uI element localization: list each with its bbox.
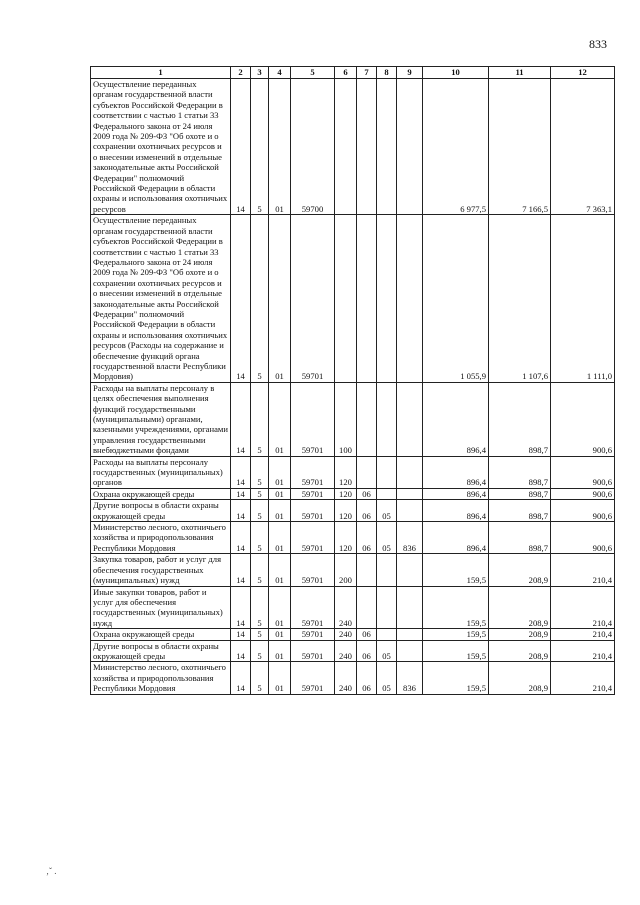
table-cell bbox=[357, 215, 377, 383]
table-cell: 59701 bbox=[291, 662, 335, 694]
table-row bbox=[91, 488, 615, 499]
table-cell: 06 bbox=[357, 522, 377, 554]
table-cell: 7 166,5 bbox=[489, 79, 551, 215]
table-cell: 01 bbox=[269, 500, 291, 522]
table-cell: 14 bbox=[231, 382, 251, 456]
row-name-cell: Иные закупки товаров, работ и услуг для обеспечения государственных (муниципальных) нужд bbox=[91, 586, 231, 629]
table-cell: 210,4 bbox=[551, 554, 615, 586]
table-cell: 59701 bbox=[291, 640, 335, 662]
row-name-cell: Министерство лесного, охотничьего хозяйства и природопользования Республики Мордовия bbox=[91, 522, 231, 554]
table-cell bbox=[357, 554, 377, 586]
table-cell: 59701 bbox=[291, 215, 335, 383]
header-cell: 2 bbox=[231, 67, 251, 79]
table-cell: 1 055,9 bbox=[423, 215, 489, 383]
table-cell: 100 bbox=[335, 382, 357, 456]
header-cell: 5 bbox=[291, 67, 335, 79]
table-cell bbox=[397, 488, 423, 499]
table-cell: 5 bbox=[251, 640, 269, 662]
table-cell: 1 111,0 bbox=[551, 215, 615, 383]
table-cell: 240 bbox=[335, 586, 357, 629]
table-row bbox=[91, 629, 615, 640]
table-cell: 59701 bbox=[291, 522, 335, 554]
table-cell: 14 bbox=[231, 662, 251, 694]
table-cell: 898,7 bbox=[489, 488, 551, 499]
table-cell: 06 bbox=[357, 488, 377, 499]
header-cell: 7 bbox=[357, 67, 377, 79]
table-cell: 01 bbox=[269, 488, 291, 499]
page-number: 833 bbox=[589, 37, 607, 51]
table-cell: 14 bbox=[231, 522, 251, 554]
row-name-cell: Осуществление переданных органам государственной власти субъектов Российской Федерации в соответствии с частью 1 статьи 33 Федерального закона от 24 июля 2009 года № 209-ФЗ "Об охоте и о сохранении охотничьих ресурсов и о внесении изменений в отдельные законодательные акты Российской Федерации" полномочий Российской Федерации в области охраны и использования охотничьих ресурсов bbox=[91, 79, 231, 215]
table-cell: 5 bbox=[251, 586, 269, 629]
table-cell: 5 bbox=[251, 79, 269, 215]
table-cell: 01 bbox=[269, 640, 291, 662]
table-cell: 59701 bbox=[291, 500, 335, 522]
table-cell: 898,7 bbox=[489, 382, 551, 456]
table-cell: 210,4 bbox=[551, 662, 615, 694]
table-cell bbox=[397, 79, 423, 215]
table-cell: 210,4 bbox=[551, 586, 615, 629]
table-cell: 14 bbox=[231, 629, 251, 640]
table-cell: 14 bbox=[231, 456, 251, 488]
table-cell bbox=[357, 456, 377, 488]
table-cell: 01 bbox=[269, 456, 291, 488]
table-cell: 05 bbox=[377, 500, 397, 522]
header-cell: 3 bbox=[251, 67, 269, 79]
table-cell: 898,7 bbox=[489, 522, 551, 554]
table-cell: 120 bbox=[335, 500, 357, 522]
table-row bbox=[91, 586, 615, 629]
table-cell: 14 bbox=[231, 586, 251, 629]
table-cell bbox=[357, 382, 377, 456]
table-cell: 59701 bbox=[291, 456, 335, 488]
table-cell: 210,4 bbox=[551, 629, 615, 640]
table-cell bbox=[377, 382, 397, 456]
table-cell: 01 bbox=[269, 79, 291, 215]
table-cell: 159,5 bbox=[423, 640, 489, 662]
header-cell: 8 bbox=[377, 67, 397, 79]
table-cell: 06 bbox=[357, 629, 377, 640]
table-cell: 900,6 bbox=[551, 382, 615, 456]
budget-table bbox=[90, 66, 615, 695]
table-cell: 159,5 bbox=[423, 629, 489, 640]
table-cell bbox=[397, 586, 423, 629]
table-cell: 5 bbox=[251, 215, 269, 383]
table-cell: 900,6 bbox=[551, 500, 615, 522]
table-cell: 14 bbox=[231, 640, 251, 662]
row-name-cell: Расходы на выплаты персоналу государственных (муниципальных) органов bbox=[91, 456, 231, 488]
table-cell: 896,4 bbox=[423, 522, 489, 554]
table-cell: 6 977,5 bbox=[423, 79, 489, 215]
table-cell bbox=[397, 456, 423, 488]
row-name-cell: Министерство лесного, охотничьего хозяйства и природопользования Республики Мордовия bbox=[91, 662, 231, 694]
table-cell: 5 bbox=[251, 554, 269, 586]
table-cell: 06 bbox=[357, 500, 377, 522]
header-cell: 4 bbox=[269, 67, 291, 79]
table-cell: 06 bbox=[357, 640, 377, 662]
table-cell: 01 bbox=[269, 522, 291, 554]
table-cell: 120 bbox=[335, 488, 357, 499]
table-cell: 5 bbox=[251, 522, 269, 554]
table-cell bbox=[377, 586, 397, 629]
table-cell: 200 bbox=[335, 554, 357, 586]
header-cell: 12 bbox=[551, 67, 615, 79]
table-cell: 14 bbox=[231, 215, 251, 383]
table-cell: 5 bbox=[251, 662, 269, 694]
table-cell bbox=[357, 79, 377, 215]
table-cell: 208,9 bbox=[489, 629, 551, 640]
table-cell: 05 bbox=[377, 662, 397, 694]
table-cell bbox=[377, 456, 397, 488]
table-cell: 900,6 bbox=[551, 456, 615, 488]
table-row bbox=[91, 522, 615, 554]
table-cell: 240 bbox=[335, 640, 357, 662]
table-cell: 898,7 bbox=[489, 500, 551, 522]
row-name-cell: Закупка товаров, работ и услуг для обеспечения государственных (муниципальных) нужд bbox=[91, 554, 231, 586]
table-row bbox=[91, 456, 615, 488]
table-cell bbox=[397, 382, 423, 456]
row-name-cell: Охрана окружающей среды bbox=[91, 629, 231, 640]
table-cell bbox=[377, 554, 397, 586]
table-cell bbox=[397, 554, 423, 586]
table-cell bbox=[335, 79, 357, 215]
table-cell: 59700 bbox=[291, 79, 335, 215]
table-cell: 836 bbox=[397, 522, 423, 554]
table-cell: 5 bbox=[251, 382, 269, 456]
table-cell: 836 bbox=[397, 662, 423, 694]
table-cell: 896,4 bbox=[423, 488, 489, 499]
table-cell: 210,4 bbox=[551, 640, 615, 662]
table-cell: 208,9 bbox=[489, 554, 551, 586]
table-cell: 01 bbox=[269, 629, 291, 640]
table-cell: 01 bbox=[269, 554, 291, 586]
table-cell bbox=[377, 488, 397, 499]
table-cell: 896,4 bbox=[423, 500, 489, 522]
table-cell: 01 bbox=[269, 662, 291, 694]
table-cell: 159,5 bbox=[423, 662, 489, 694]
header-cell: 6 bbox=[335, 67, 357, 79]
table-cell bbox=[397, 629, 423, 640]
header-row bbox=[91, 67, 615, 79]
table-row bbox=[91, 79, 615, 215]
table-row bbox=[91, 640, 615, 662]
row-name-cell: Осуществление переданных органам государственной власти субъектов Российской Федерации в соответствии с частью 1 статьи 33 Федерального закона от 24 июля 2009 года № 209-ФЗ "Об охоте и о сохранении охотничьих ресурсов и о внесении изменений в отдельные законодательные акты Российской Федерации" полномочий Российской Федерации в области охраны и использования охотничьих ресурсов (Расходы на содержание и обеспечение функций органа государственной власти Республики Мордовия) bbox=[91, 215, 231, 383]
table-cell: 896,4 bbox=[423, 382, 489, 456]
table-cell: 14 bbox=[231, 500, 251, 522]
row-name-cell: Расходы на выплаты персоналу в целях обеспечения выполнения функций государственными (муниципальными) органами, казенными учреждениями, органами управления государственными внебюджетными фондами bbox=[91, 382, 231, 456]
table-cell: 14 bbox=[231, 79, 251, 215]
table-cell bbox=[377, 215, 397, 383]
table-cell bbox=[377, 629, 397, 640]
table-cell bbox=[335, 215, 357, 383]
table-cell: 5 bbox=[251, 629, 269, 640]
table-cell: 898,7 bbox=[489, 456, 551, 488]
table-row bbox=[91, 662, 615, 694]
table-cell: 208,9 bbox=[489, 640, 551, 662]
table-cell: 120 bbox=[335, 522, 357, 554]
table-cell: 896,4 bbox=[423, 456, 489, 488]
table-cell: 7 363,1 bbox=[551, 79, 615, 215]
table-cell: 59701 bbox=[291, 554, 335, 586]
table-cell: 5 bbox=[251, 500, 269, 522]
table-cell: 5 bbox=[251, 456, 269, 488]
table-cell: 05 bbox=[377, 522, 397, 554]
table-row bbox=[91, 554, 615, 586]
table-cell: 240 bbox=[335, 662, 357, 694]
header-cell: 11 bbox=[489, 67, 551, 79]
table-cell: 159,5 bbox=[423, 586, 489, 629]
table-cell: 208,9 bbox=[489, 586, 551, 629]
header-cell: 10 bbox=[423, 67, 489, 79]
table-cell: 01 bbox=[269, 215, 291, 383]
table-cell bbox=[397, 500, 423, 522]
table-cell: 14 bbox=[231, 554, 251, 586]
table-cell: 59701 bbox=[291, 382, 335, 456]
table-cell bbox=[397, 640, 423, 662]
table-cell: 5 bbox=[251, 488, 269, 499]
table-cell: 05 bbox=[377, 640, 397, 662]
row-name-cell: Охрана окружающей среды bbox=[91, 488, 231, 499]
table-cell bbox=[357, 586, 377, 629]
table-cell bbox=[397, 215, 423, 383]
table-row bbox=[91, 382, 615, 456]
table-cell: 14 bbox=[231, 488, 251, 499]
table-cell: 120 bbox=[335, 456, 357, 488]
table-cell: 06 bbox=[357, 662, 377, 694]
table-cell: 1 107,6 bbox=[489, 215, 551, 383]
header-cell: 1 bbox=[91, 67, 231, 79]
table-cell: 59701 bbox=[291, 629, 335, 640]
table-cell: 59701 bbox=[291, 488, 335, 499]
table-cell: 900,6 bbox=[551, 522, 615, 554]
table-row bbox=[91, 215, 615, 383]
table-cell: 59701 bbox=[291, 586, 335, 629]
table-cell bbox=[377, 79, 397, 215]
table-row bbox=[91, 500, 615, 522]
table-cell: 01 bbox=[269, 382, 291, 456]
scan-artifact: ‚ˇ . bbox=[46, 866, 57, 876]
row-name-cell: Другие вопросы в области охраны окружающей среды bbox=[91, 640, 231, 662]
table-cell: 240 bbox=[335, 629, 357, 640]
table-cell: 01 bbox=[269, 586, 291, 629]
table-cell: 159,5 bbox=[423, 554, 489, 586]
table-cell: 900,6 bbox=[551, 488, 615, 499]
row-name-cell: Другие вопросы в области охраны окружающей среды bbox=[91, 500, 231, 522]
header-cell: 9 bbox=[397, 67, 423, 79]
table-cell: 208,9 bbox=[489, 662, 551, 694]
